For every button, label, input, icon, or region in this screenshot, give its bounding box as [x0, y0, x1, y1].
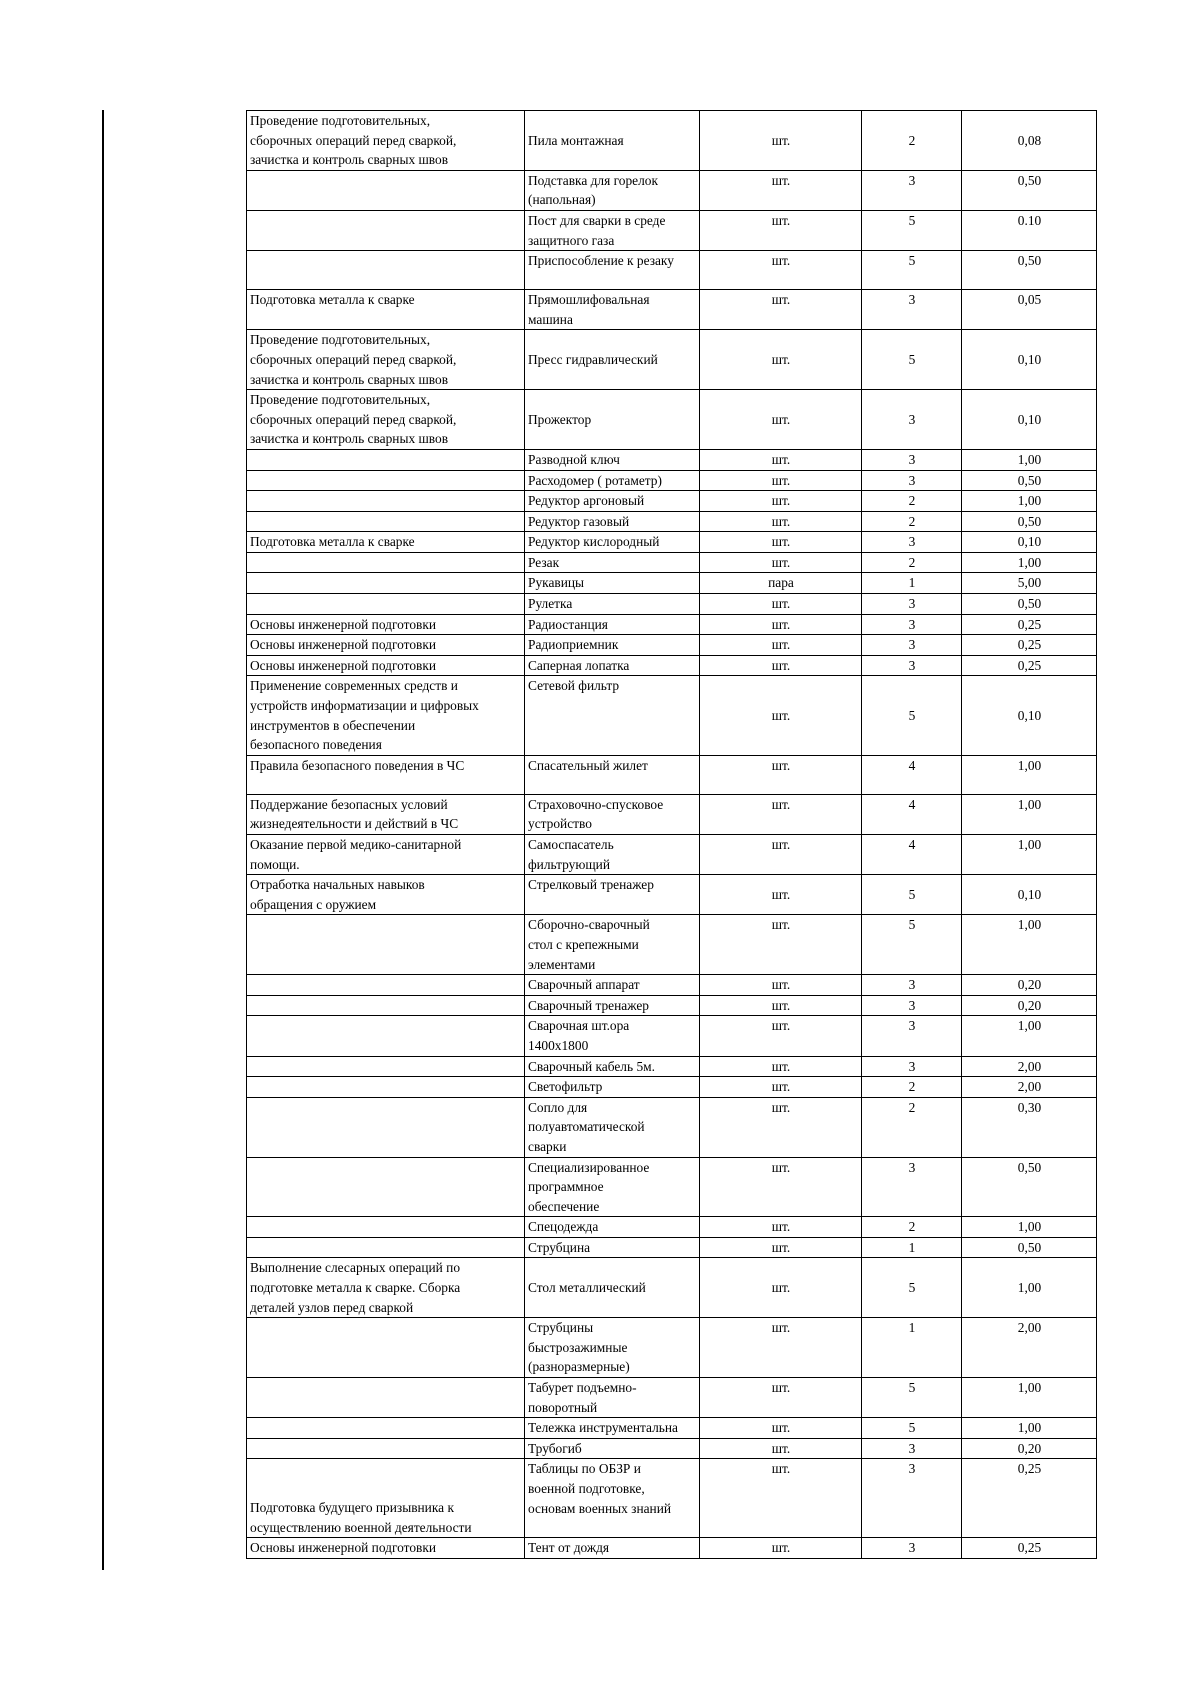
unit-cell: шт.: [700, 1459, 862, 1538]
table-row: [247, 915, 1097, 975]
unit-cell: шт.: [700, 470, 862, 491]
coefficient-cell: 0,50: [962, 511, 1097, 532]
quantity-cell: 4: [862, 835, 962, 875]
equipment-name-cell: Светофильтр: [525, 1077, 700, 1098]
operation-cell: Отработка начальных навыков обращения с оружием: [247, 875, 525, 915]
table-row: [247, 635, 1097, 656]
operation-cell: Основы инженерной подготовки: [247, 655, 525, 676]
unit-cell: шт.: [700, 1258, 862, 1318]
equipment-name-cell: Таблицы по ОБЗР и военной подготовке, основам военных знаний: [525, 1459, 700, 1538]
coefficient-cell: 1,00: [962, 794, 1097, 834]
quantity-cell: 5: [862, 210, 962, 250]
quantity-cell: 5: [862, 1418, 962, 1439]
table-row: [247, 290, 1097, 330]
unit-cell: шт.: [700, 1056, 862, 1077]
unit-cell: шт.: [700, 1157, 862, 1217]
unit-cell: шт.: [700, 330, 862, 390]
operation-cell: Основы инженерной подготовки: [247, 635, 525, 656]
unit-cell: шт.: [700, 449, 862, 470]
equipment-name-cell: Прямошлифовальная машина: [525, 290, 700, 330]
coefficient-cell: 0,20: [962, 995, 1097, 1016]
quantity-cell: 2: [862, 111, 962, 171]
coefficient-cell: 1,00: [962, 552, 1097, 573]
unit-cell: шт.: [700, 1237, 862, 1258]
operation-cell: [247, 1097, 525, 1157]
coefficient-cell: 5,00: [962, 573, 1097, 594]
quantity-cell: 3: [862, 594, 962, 615]
coefficient-cell: 1,00: [962, 449, 1097, 470]
quantity-cell: 5: [862, 1258, 962, 1318]
quantity-cell: 1: [862, 1318, 962, 1378]
unit-cell: шт.: [700, 635, 862, 656]
table-row: [247, 573, 1097, 594]
coefficient-cell: 1,00: [962, 1258, 1097, 1318]
quantity-cell: 3: [862, 975, 962, 996]
unit-cell: шт.: [700, 755, 862, 794]
equipment-name-cell: Самоспасатель фильтрующий: [525, 835, 700, 875]
unit-cell: шт.: [700, 655, 862, 676]
quantity-cell: 1: [862, 573, 962, 594]
coefficient-cell: 0,25: [962, 655, 1097, 676]
table-row: [247, 251, 1097, 290]
coefficient-cell: 1,00: [962, 491, 1097, 512]
equipment-name-cell: Пост для сварки в среде защитного газа: [525, 210, 700, 250]
equipment-name-cell: Сварочная шт.ора 1400х1800: [525, 1016, 700, 1056]
coefficient-cell: 0,10: [962, 532, 1097, 553]
equipment-name-cell: Разводной ключ: [525, 449, 700, 470]
table-row: [247, 552, 1097, 573]
operation-cell: [247, 552, 525, 573]
operation-cell: [247, 915, 525, 975]
quantity-cell: 3: [862, 1438, 962, 1459]
table-row: [247, 1056, 1097, 1077]
quantity-cell: 2: [862, 511, 962, 532]
unit-cell: шт.: [700, 111, 862, 171]
equipment-name-cell: Прожектор: [525, 390, 700, 450]
equipment-name-cell: Резак: [525, 552, 700, 573]
unit-cell: шт.: [700, 915, 862, 975]
unit-cell: шт.: [700, 975, 862, 996]
table-row: [247, 1378, 1097, 1418]
quantity-cell: 3: [862, 1056, 962, 1077]
coefficient-cell: 0,20: [962, 1438, 1097, 1459]
table-row: [247, 1318, 1097, 1378]
quantity-cell: 5: [862, 1378, 962, 1418]
quantity-cell: 2: [862, 1217, 962, 1238]
operation-cell: [247, 491, 525, 512]
table-row: [247, 614, 1097, 635]
table-row: [247, 511, 1097, 532]
unit-cell: шт.: [700, 1077, 862, 1098]
unit-cell: шт.: [700, 390, 862, 450]
table-row: [247, 491, 1097, 512]
quantity-cell: 4: [862, 794, 962, 834]
coefficient-cell: 1,00: [962, 1418, 1097, 1439]
operation-cell: [247, 1237, 525, 1258]
quantity-cell: 3: [862, 1459, 962, 1538]
operation-cell: [247, 1217, 525, 1238]
coefficient-cell: 0,08: [962, 111, 1097, 171]
operation-cell: Применение современных средств и устройств информатизации и цифровых инструментов в обеспечении безопасного поведения: [247, 676, 525, 755]
unit-cell: шт.: [700, 1538, 862, 1559]
operation-cell: [247, 449, 525, 470]
operation-cell: Проведение подготовительных, сборочных операций перед сваркой, зачистка и контроль сварных швов: [247, 111, 525, 171]
equipment-name-cell: Сборочно-сварочный стол с крепежными элементами: [525, 915, 700, 975]
operation-cell: [247, 573, 525, 594]
coefficient-cell: 0,25: [962, 614, 1097, 635]
operation-cell: Подготовка металла к сварке: [247, 290, 525, 330]
table-row: [247, 330, 1097, 390]
coefficient-cell: 0,50: [962, 470, 1097, 491]
table-row: [247, 594, 1097, 615]
unit-cell: шт.: [700, 491, 862, 512]
operation-cell: Основы инженерной подготовки: [247, 614, 525, 635]
coefficient-cell: 0,25: [962, 1538, 1097, 1559]
table-row: [247, 470, 1097, 491]
equipment-name-cell: Редуктор кислородный: [525, 532, 700, 553]
quantity-cell: 5: [862, 676, 962, 755]
operation-cell: Подготовка металла к сварке: [247, 532, 525, 553]
quantity-cell: 3: [862, 532, 962, 553]
coefficient-cell: 1,00: [962, 1016, 1097, 1056]
table-row: [247, 449, 1097, 470]
quantity-cell: 1: [862, 1237, 962, 1258]
unit-cell: шт.: [700, 1418, 862, 1439]
unit-cell: шт.: [700, 170, 862, 210]
coefficient-cell: 0,30: [962, 1097, 1097, 1157]
unit-cell: шт.: [700, 594, 862, 615]
quantity-cell: 2: [862, 1097, 962, 1157]
operation-cell: [247, 251, 525, 290]
quantity-cell: 2: [862, 491, 962, 512]
equipment-name-cell: Пресс гидравлический: [525, 330, 700, 390]
operation-cell: [247, 511, 525, 532]
coefficient-cell: 0,50: [962, 251, 1097, 290]
coefficient-cell: 1,00: [962, 835, 1097, 875]
operation-cell: [247, 470, 525, 491]
table-row: [247, 1077, 1097, 1098]
quantity-cell: 5: [862, 251, 962, 290]
equipment-name-cell: Сопло для полуавтоматической сварки: [525, 1097, 700, 1157]
equipment-name-cell: Саперная лопатка: [525, 655, 700, 676]
unit-cell: шт.: [700, 1438, 862, 1459]
table-row: [247, 1418, 1097, 1439]
unit-cell: пара: [700, 573, 862, 594]
table-row: [247, 532, 1097, 553]
quantity-cell: 3: [862, 614, 962, 635]
operation-cell: Проведение подготовительных, сборочных операций перед сваркой, зачистка и контроль сварных швов: [247, 390, 525, 450]
equipment-name-cell: Специализированное программное обеспечение: [525, 1157, 700, 1217]
table-row: [247, 1217, 1097, 1238]
quantity-cell: 5: [862, 915, 962, 975]
operation-cell: Выполнение слесарных операций по подготовке металла к сварке. Сборка деталей узлов перед сваркой: [247, 1258, 525, 1318]
equipment-name-cell: Тент от дождя: [525, 1538, 700, 1559]
table-row: [247, 390, 1097, 450]
equipment-name-cell: Редуктор аргоновый: [525, 491, 700, 512]
table-row: [247, 1237, 1097, 1258]
coefficient-cell: 2,00: [962, 1077, 1097, 1098]
equipment-name-cell: Радиостанция: [525, 614, 700, 635]
equipment-name-cell: Спецодежда: [525, 1217, 700, 1238]
unit-cell: шт.: [700, 1016, 862, 1056]
operation-cell: Поддержание безопасных условий жизнедеятельности и действий в ЧС: [247, 794, 525, 834]
operation-cell: [247, 1378, 525, 1418]
operation-cell: [247, 1418, 525, 1439]
unit-cell: шт.: [700, 875, 862, 915]
equipment-name-cell: Подставка для горелок (напольная): [525, 170, 700, 210]
equipment-name-cell: Сварочный аппарат: [525, 975, 700, 996]
unit-cell: шт.: [700, 676, 862, 755]
equipment-name-cell: Расходомер ( ротаметр): [525, 470, 700, 491]
equipment-name-cell: Приспособление к резаку: [525, 251, 700, 290]
equipment-name-cell: Страховочно-спусковое устройство: [525, 794, 700, 834]
unit-cell: шт.: [700, 835, 862, 875]
unit-cell: шт.: [700, 995, 862, 1016]
coefficient-cell: 2,00: [962, 1318, 1097, 1378]
coefficient-cell: 0,10: [962, 676, 1097, 755]
operation-cell: [247, 1056, 525, 1077]
table-row: [247, 1016, 1097, 1056]
table-row: [247, 111, 1097, 171]
operation-cell: [247, 170, 525, 210]
operation-cell: [247, 995, 525, 1016]
table-row: [247, 1438, 1097, 1459]
equipment-table-body: [247, 111, 1097, 1559]
coefficient-cell: 0,50: [962, 1237, 1097, 1258]
equipment-name-cell: Радиоприемник: [525, 635, 700, 656]
coefficient-cell: 2,00: [962, 1056, 1097, 1077]
equipment-name-cell: Сварочный кабель 5м.: [525, 1056, 700, 1077]
quantity-cell: 3: [862, 655, 962, 676]
equipment-name-cell: Струбцина: [525, 1237, 700, 1258]
unit-cell: шт.: [700, 290, 862, 330]
table-row: [247, 875, 1097, 915]
quantity-cell: 4: [862, 755, 962, 794]
equipment-name-cell: Рукавицы: [525, 573, 700, 594]
quantity-cell: 3: [862, 470, 962, 491]
table-row: [247, 1538, 1097, 1559]
coefficient-cell: 0,10: [962, 390, 1097, 450]
table-row: [247, 170, 1097, 210]
table-row: [247, 655, 1097, 676]
coefficient-cell: 0,05: [962, 290, 1097, 330]
operation-cell: [247, 1438, 525, 1459]
quantity-cell: 3: [862, 1538, 962, 1559]
unit-cell: шт.: [700, 1097, 862, 1157]
operation-cell: [247, 210, 525, 250]
equipment-name-cell: Пила монтажная: [525, 111, 700, 171]
unit-cell: шт.: [700, 1378, 862, 1418]
coefficient-cell: 0,20: [962, 975, 1097, 996]
unit-cell: шт.: [700, 614, 862, 635]
table-row: [247, 794, 1097, 834]
table-row: [247, 1097, 1097, 1157]
coefficient-cell: 0,50: [962, 170, 1097, 210]
operation-cell: [247, 1157, 525, 1217]
quantity-cell: 3: [862, 390, 962, 450]
unit-cell: шт.: [700, 1217, 862, 1238]
table-row: [247, 210, 1097, 250]
operation-cell: [247, 594, 525, 615]
table-row: [247, 1459, 1097, 1538]
quantity-cell: 3: [862, 1157, 962, 1217]
unit-cell: шт.: [700, 1318, 862, 1378]
operation-cell: Правила безопасного поведения в ЧС: [247, 755, 525, 794]
quantity-cell: 2: [862, 1077, 962, 1098]
equipment-name-cell: Трубогиб: [525, 1438, 700, 1459]
equipment-name-cell: Стол металлический: [525, 1258, 700, 1318]
quantity-cell: 3: [862, 995, 962, 1016]
coefficient-cell: 0,50: [962, 594, 1097, 615]
table-row: [247, 995, 1097, 1016]
quantity-cell: 3: [862, 1016, 962, 1056]
unit-cell: шт.: [700, 210, 862, 250]
table-row: [247, 755, 1097, 794]
unit-cell: шт.: [700, 511, 862, 532]
quantity-cell: 3: [862, 290, 962, 330]
coefficient-cell: 0,25: [962, 1459, 1097, 1538]
equipment-name-cell: Рулетка: [525, 594, 700, 615]
page-left-rule: [102, 110, 104, 1570]
equipment-name-cell: Спасательный жилет: [525, 755, 700, 794]
coefficient-cell: 1,00: [962, 1378, 1097, 1418]
quantity-cell: 5: [862, 875, 962, 915]
equipment-table: [246, 110, 1097, 1559]
unit-cell: шт.: [700, 532, 862, 553]
table-row: [247, 1258, 1097, 1318]
quantity-cell: 5: [862, 330, 962, 390]
equipment-name-cell: Сварочный тренажер: [525, 995, 700, 1016]
equipment-name-cell: Табурет подъемно- поворотный: [525, 1378, 700, 1418]
equipment-name-cell: Стрелковый тренажер: [525, 875, 700, 915]
table-row: [247, 676, 1097, 755]
operation-cell: [247, 975, 525, 996]
operation-cell: Подготовка будущего призывника к осуществлению военной деятельности: [247, 1459, 525, 1538]
equipment-name-cell: Редуктор газовый: [525, 511, 700, 532]
unit-cell: шт.: [700, 794, 862, 834]
coefficient-cell: 1,00: [962, 755, 1097, 794]
coefficient-cell: 1,00: [962, 1217, 1097, 1238]
equipment-name-cell: Тележка инструментальна: [525, 1418, 700, 1439]
operation-cell: Проведение подготовительных, сборочных операций перед сваркой, зачистка и контроль сварных швов: [247, 330, 525, 390]
operation-cell: [247, 1318, 525, 1378]
coefficient-cell: 0.10: [962, 210, 1097, 250]
coefficient-cell: 1,00: [962, 915, 1097, 975]
operation-cell: [247, 1077, 525, 1098]
quantity-cell: 3: [862, 170, 962, 210]
equipment-name-cell: Сетевой фильтр: [525, 676, 700, 755]
quantity-cell: 2: [862, 552, 962, 573]
operation-cell: Оказание первой медико-санитарной помощи.: [247, 835, 525, 875]
coefficient-cell: 0,10: [962, 330, 1097, 390]
unit-cell: шт.: [700, 552, 862, 573]
table-row: [247, 835, 1097, 875]
coefficient-cell: 0,50: [962, 1157, 1097, 1217]
unit-cell: шт.: [700, 251, 862, 290]
operation-cell: [247, 1016, 525, 1056]
coefficient-cell: 0,10: [962, 875, 1097, 915]
coefficient-cell: 0,25: [962, 635, 1097, 656]
table-row: [247, 975, 1097, 996]
equipment-name-cell: Струбцины быстрозажимные (разноразмерные): [525, 1318, 700, 1378]
quantity-cell: 3: [862, 635, 962, 656]
quantity-cell: 3: [862, 449, 962, 470]
operation-cell: Основы инженерной подготовки: [247, 1538, 525, 1559]
table-row: [247, 1157, 1097, 1217]
